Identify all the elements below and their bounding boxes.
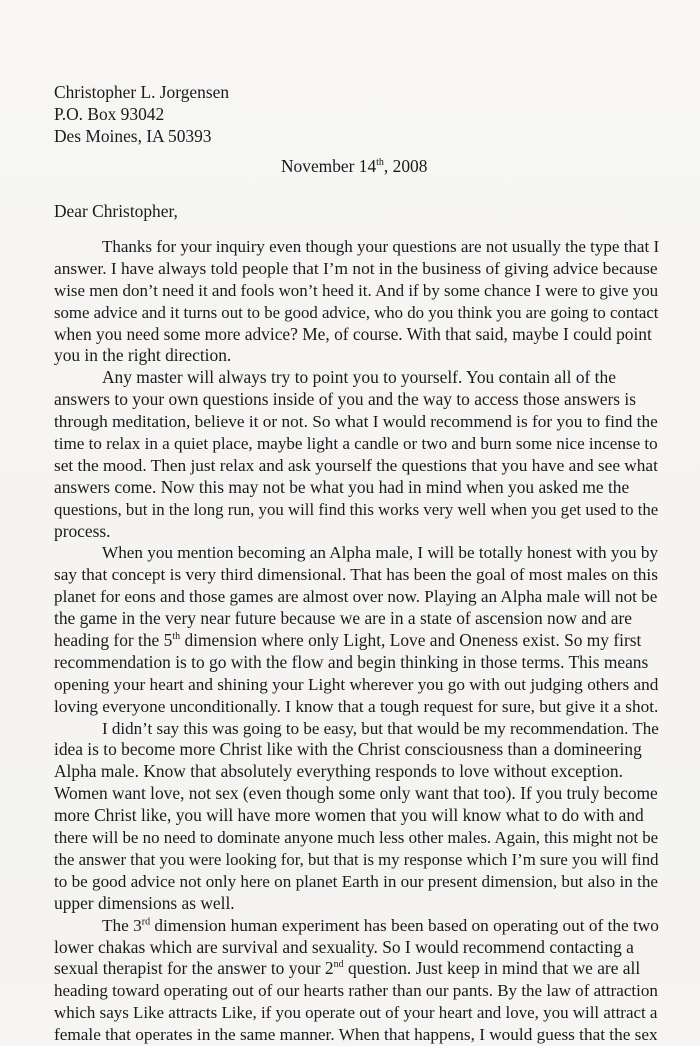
- address-line: Des Moines, IA 50393: [54, 126, 212, 146]
- address-line: P.O. Box 93042: [54, 104, 165, 124]
- line-text: when you need some more advice? Me, of course. With that said, maybe I could point: [54, 323, 652, 344]
- letter-line: [54, 915, 658, 937]
- line-text-rest: question. Just keep in mind that we are all: [343, 958, 641, 979]
- line-text: the answer that you were looking for, but that is my response which I’m sure you will find: [54, 849, 659, 869]
- letter-line: [54, 958, 658, 980]
- letter-line: [54, 345, 658, 367]
- letter-line: [54, 893, 658, 915]
- letter-line: [54, 586, 658, 608]
- line-text: The 3: [102, 915, 142, 935]
- letter-line: [54, 455, 658, 477]
- letter-line: [54, 280, 658, 302]
- letter-line: [54, 696, 658, 718]
- letter-line: [54, 827, 658, 849]
- letter-line: [54, 805, 658, 827]
- letter-line: [54, 564, 658, 586]
- letter-line: [54, 521, 658, 543]
- line-text: sexual therapist for the answer to your 2: [54, 958, 334, 979]
- letter-line: [54, 739, 658, 761]
- line-text: questions, but in the long run, you will find this works very well when you get used to the: [54, 499, 659, 519]
- letter-line: [54, 783, 658, 805]
- line-text: answers to your own questions inside of you and the way to access those answers is: [54, 389, 636, 410]
- sender-address: [54, 81, 229, 147]
- line-text-rest: dimension where only Light, Love and Oneness exist. So my first: [180, 630, 642, 651]
- line-text: which says Like attracts Like, if you operate out of your heart and love, you will attract a: [54, 1003, 658, 1023]
- line-text: upper dimensions as well.: [54, 892, 235, 913]
- letter-date: [281, 155, 427, 177]
- line-text: Any master will always try to point you to yourself. You contain all of the: [102, 367, 616, 388]
- letter-line: [54, 499, 658, 521]
- letter-line: [54, 236, 658, 258]
- letter-line: [54, 302, 658, 324]
- letter-line: [54, 1024, 658, 1046]
- line-text-rest: dimension human experiment has been based on operating out of the two: [150, 915, 659, 935]
- letter-line: [54, 608, 658, 630]
- line-text: process.: [54, 520, 111, 541]
- line-text: When you mention becoming an Alpha male, I will be totally honest with you by: [102, 543, 659, 563]
- letter-line: [54, 411, 658, 433]
- letter-line: [54, 542, 658, 564]
- line-text: loving everyone unconditionally. I know that a tough request for sure, but give it a shot.: [54, 696, 659, 716]
- letter-line: [54, 718, 658, 740]
- line-text: I didn’t say this was going to be easy, but that would be my recommendation. The: [102, 718, 659, 738]
- letter-line: [54, 1002, 658, 1024]
- ordinal-suffix: th: [172, 631, 181, 643]
- line-text: there will be no need to dominate anyone much less other males. Again, this might not be: [54, 828, 659, 848]
- line-text: wise men don’t need it and fools won’t heed it. And if by some chance I were to give you: [54, 280, 659, 300]
- line-text: Women want love, not sex (even though some only want that too). If you truly become: [54, 783, 658, 804]
- line-text: some advice and it turns out to be good advice, who do you think you are going to contact: [54, 302, 659, 322]
- line-text: Alpha male. Know that absolutely everything responds to love without exception.: [54, 761, 623, 782]
- line-text: answer. I have always told people that I’m not in the business of giving advice because: [54, 258, 658, 278]
- line-text: heading toward operating out of our hearts rather than our pants. By the law of attraction: [54, 981, 658, 1001]
- line-text: the game in the very near future because we are in a state of ascension now and are: [54, 608, 632, 629]
- line-text: Thanks for your inquiry even though your questions are not usually the type that I: [102, 237, 660, 256]
- letter-line: [54, 367, 658, 389]
- letter-line: [54, 630, 658, 652]
- letter-line: [54, 389, 658, 411]
- letter-line: [54, 652, 658, 674]
- date-suffix: th: [376, 157, 384, 169]
- date-year: , 2008: [383, 156, 428, 176]
- line-text: set the mood. Then just relax and ask yourself the questions that you have and see what: [54, 455, 658, 475]
- line-text: time to relax in a quiet place, maybe light a candle or two and burn some nice incense to: [54, 434, 658, 454]
- line-text: female that operates in the same manner. When that happens, I would guess that the sex: [54, 1025, 658, 1045]
- line-text: you in the right direction.: [54, 345, 232, 366]
- salutation: Dear Christopher,: [54, 201, 178, 221]
- letter-line: [54, 324, 658, 346]
- letter-line: [54, 849, 658, 871]
- letter-line: [54, 761, 658, 783]
- line-text: lower chakas which are survival and sexuality. So I would recommend contacting a: [54, 936, 634, 957]
- letter-line: [54, 871, 658, 893]
- line-text: planet for eons and those games are almost over now. Playing an Alpha male will not be: [54, 587, 658, 607]
- line-text: answers come. Now this may not be what you had in mind when you asked me the: [54, 476, 630, 497]
- line-text: say that concept is very third dimensional. That has been the goal of most males on this: [54, 565, 658, 585]
- line-text: to be good advice not only here on planet Earth in our present dimension, but also in the: [54, 871, 658, 891]
- line-text: heading for the 5: [54, 630, 173, 651]
- letter-line: [54, 674, 658, 696]
- ordinal-suffix: nd: [333, 959, 344, 971]
- line-text: opening your heart and shining your Light wherever you go with out judging others and: [54, 674, 659, 694]
- letter-line: [54, 258, 658, 280]
- letter-line: [54, 477, 658, 499]
- ordinal-suffix: rd: [141, 915, 151, 927]
- line-text: recommendation is to go with the flow and begin thinking in those terms. This means: [54, 651, 649, 672]
- letter-line: [54, 433, 658, 455]
- letter-line: [54, 937, 658, 959]
- address-line: Christopher L. Jorgensen: [54, 82, 230, 102]
- line-text: more Christ like, you will have more women that you will know what to do with and: [54, 805, 644, 826]
- line-text: through meditation, believe it or not. So what I would recommend is for you to find the: [54, 412, 658, 432]
- line-text: idea is to become more Christ like with the Christ consciousness than a domineering: [54, 739, 642, 760]
- letter-body: [54, 236, 658, 1046]
- date-month-day: November 14: [281, 156, 377, 176]
